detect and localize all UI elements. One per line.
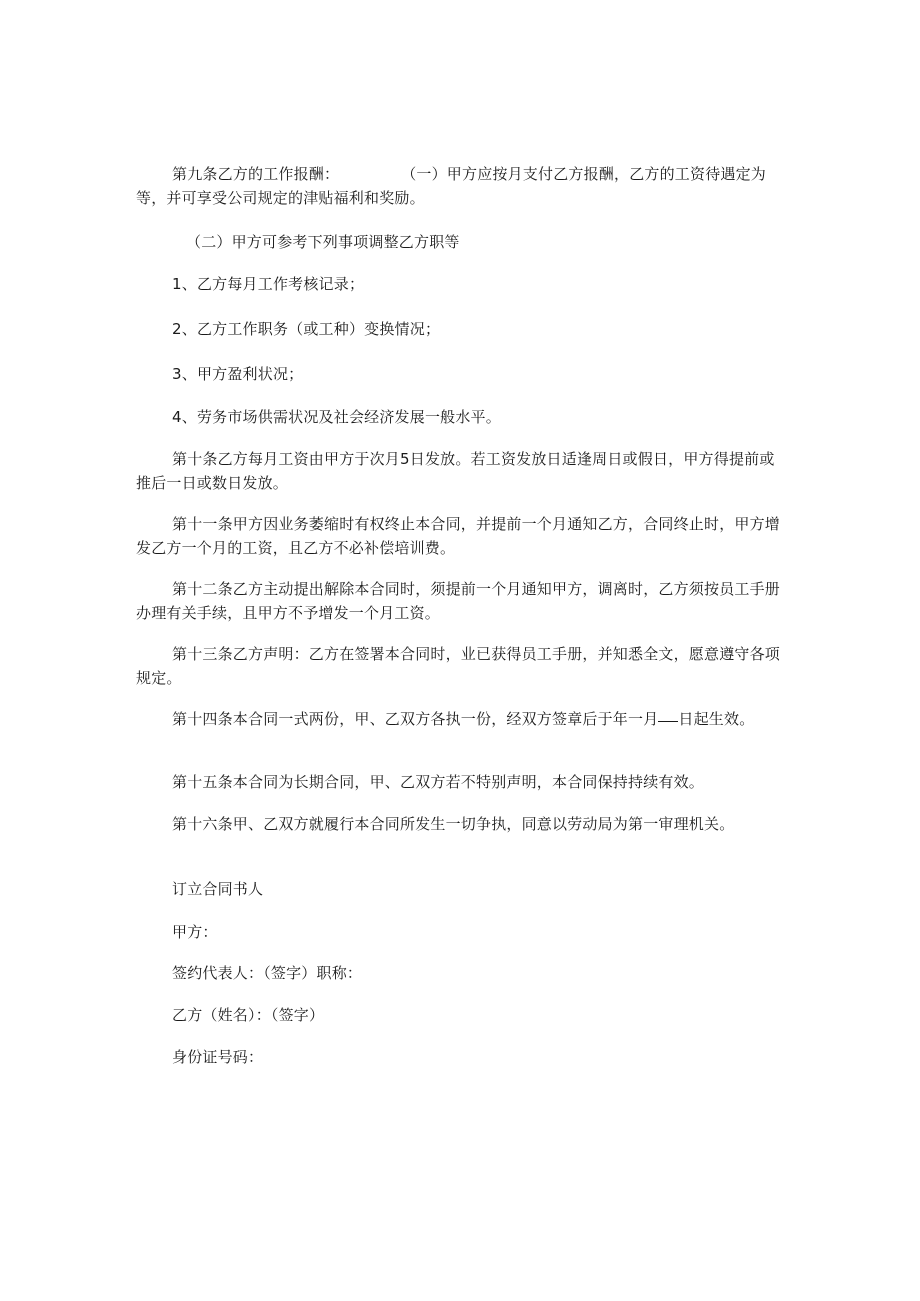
article-14-text-start: 第十四条本合同一式两份，甲、乙双方各执一份，经双方签章后于年一月 [172,710,659,728]
article-9-paragraph [136,162,786,210]
party-b-label: 乙方（姓名）：（签字） [172,1006,325,1024]
article-9-part-1: （一）甲方应按月支付乙方报酬，乙方的工资待遇定为等，并可享受公司规定的津贴福利和奖励。 [136,165,767,207]
signature-title: 订立合同书人 [172,880,264,898]
article-16-paragraph: 第十六条甲、乙双方就履行本合同所发生一切争执，同意以劳动局为第一审理机关。 [172,815,735,833]
article-12-paragraph: 第十二条乙方主动提出解除本合同时，须提前一个月通知甲方，调离时，乙方须按员工手册办理有关手续，且甲方不予增发一个月工资。 [136,580,781,622]
article-9-heading: 第九条乙方的工作报酬： [172,165,340,183]
article-14-text-end: 日起生效。 [678,710,755,728]
list-item-2: 2、乙方工作职务（或工种）变换情况； [172,320,441,338]
list-item-4: 4、劳务市场供需状况及社会经济发展一般水平。 [172,408,501,426]
list-item-1: 1、乙方每月工作考核记录； [172,275,365,293]
article-14-paragraph [136,707,786,731]
article-9-part-2: （二）甲方可参考下列事项调整乙方职等 [186,233,460,251]
id-number-label: 身份证号码： [172,1048,264,1066]
representative-label: 签约代表人：（签字）职称： [172,964,363,982]
date-blank-line [658,721,678,722]
article-11-paragraph: 第十一条甲方因业务萎缩时有权终止本合同，并提前一个月通知乙方，合同终止时，甲方增发乙方一个月的工资，且乙方不必补偿培训费。 [136,515,781,557]
list-item-3: 3、甲方盈利状况； [172,365,304,383]
party-a-label: 甲方： [172,923,218,941]
article-13-paragraph: 第十三条乙方声明：乙方在签署本合同时，业已获得员工手册，并知悉全文，愿意遵守各项规定。 [136,645,781,687]
article-15-paragraph: 第十五条本合同为长期合同，甲、乙双方若不特别声明，本合同保持持续有效。 [172,773,705,791]
article-10-paragraph: 第十条乙方每月工资由甲方于次月5日发放。若工资发放日适逢周日或假日，甲方得提前或推后一日或数日发放。 [136,450,775,492]
